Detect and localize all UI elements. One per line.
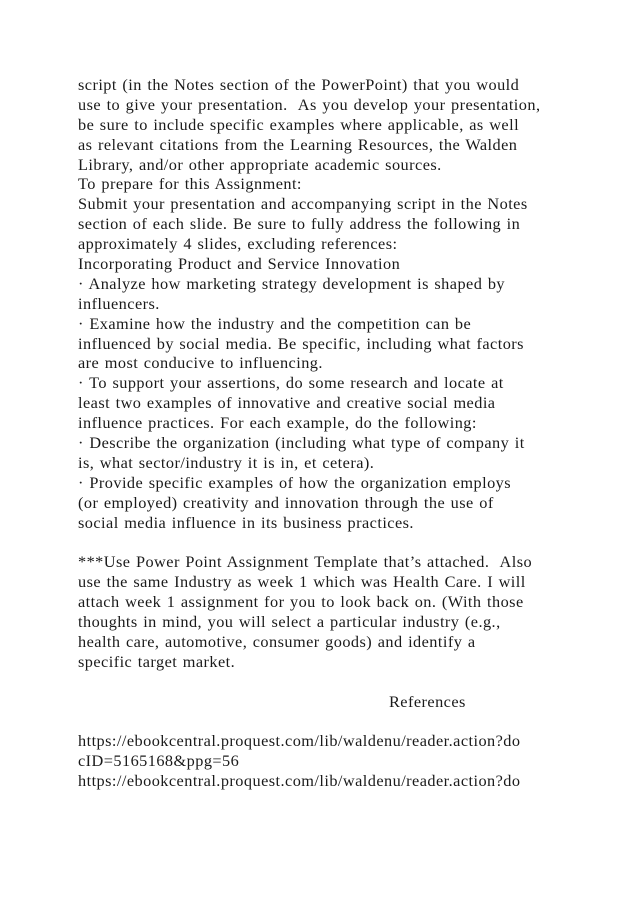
bullet-item: · Analyze how marketing strategy development is shaped by [78, 273, 506, 293]
text-line: influenced by social media. Be specific, including what factors [78, 333, 524, 353]
text-line: thoughts in mind, you will select a particular industry (e.g., [78, 612, 501, 632]
text-line: attach week 1 assignment for you to look back on. (With those [78, 592, 524, 612]
text-line: are most conducive to influencing. [78, 353, 323, 373]
section-heading: Incorporating Product and Service Innovation [78, 254, 401, 274]
text-line: influence practices. For each example, do the following: [78, 413, 477, 433]
text-line: least two examples of innovative and creative social media [78, 393, 496, 413]
text-line: specific target market. [78, 651, 236, 671]
references-heading: References [389, 691, 466, 711]
blank-line [78, 672, 598, 692]
reference-url-line: https://ebookcentral.proquest.com/lib/waldenu/reader.action?do [78, 771, 521, 791]
text-line: is, what sector/industry it is in, et cetera). [78, 452, 375, 472]
text-line: use the same Industry as week 1 which was Health Care. I will [78, 572, 526, 592]
text-line: (or employed) creativity and innovation through the use of [78, 492, 494, 512]
bullet-item: · To support your assertions, do some research and locate at [78, 373, 504, 393]
text-line: section of each slide. Be sure to fully address the following in [78, 214, 521, 234]
text-line: To prepare for this Assignment: [78, 174, 302, 194]
text-line: script (in the Notes section of the PowerPoint) that you would [78, 75, 520, 94]
text-line: ***Use Power Point Assignment Template that’s attached. Also [78, 552, 533, 572]
blank-line [78, 712, 598, 732]
bullet-item: · Examine how the industry and the competition can be [78, 313, 472, 333]
bullet-item: · Provide specific examples of how the organization employs [78, 472, 512, 492]
bullet-item: · Describe the organization (including what type of company it [78, 433, 525, 453]
text-line: Library, and/or other appropriate academic sources. [78, 154, 442, 174]
text-line: social media influence in its business practices. [78, 512, 414, 532]
text-line: health care, automotive, consumer goods) and identify a [78, 631, 476, 651]
text-line: approximately 4 slides, excluding references: [78, 234, 398, 254]
text-line: be sure to include specific examples where applicable, as well [78, 114, 520, 134]
reference-url-line: cID=5165168&ppg=56 [78, 751, 240, 771]
document-body [78, 75, 598, 791]
text-line: Submit your presentation and accompanying script in the Notes [78, 194, 528, 214]
text-line: influencers. [78, 293, 160, 313]
reference-url-line: https://ebookcentral.proquest.com/lib/waldenu/reader.action?do [78, 731, 521, 751]
text-line: use to give your presentation. As you develop your presentation, [78, 94, 541, 114]
blank-line [78, 532, 598, 552]
text-line: as relevant citations from the Learning Resources, the Walden [78, 134, 518, 154]
